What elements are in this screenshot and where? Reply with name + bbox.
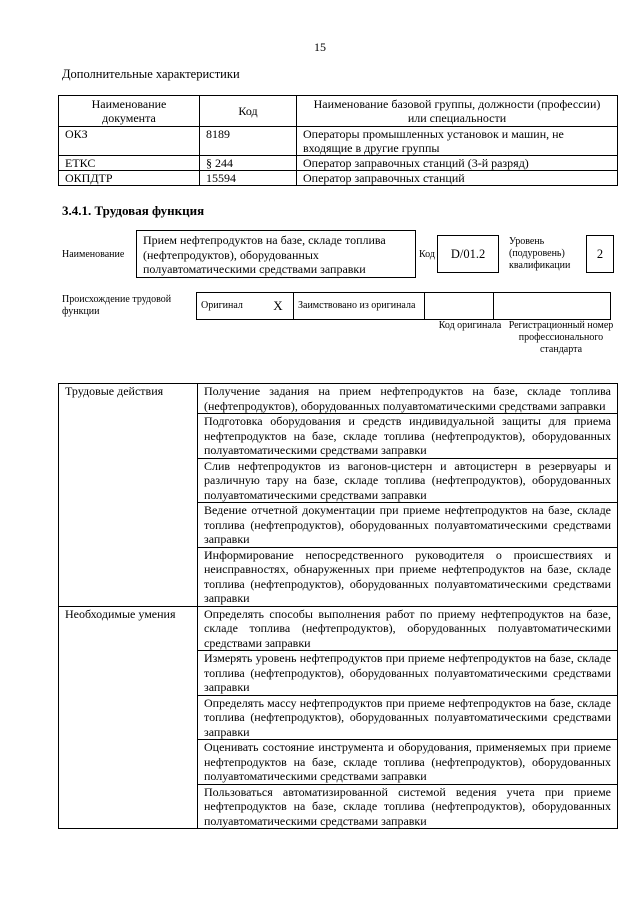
function-heading: 3.4.1. Трудовая функция: [62, 203, 205, 218]
header-doc: Наименование документа: [59, 96, 200, 127]
table-row: [59, 606, 618, 651]
original-mark: X: [263, 293, 294, 320]
additional-characteristics-title: Дополнительные характеристики: [62, 67, 240, 81]
row-code: 8189: [200, 127, 297, 156]
labor-action-item: Подготовка оборудования и средств индивидуальной защиты для приема нефтепродуктов на базе, складе топлива (нефтепродуктов), оборудованных полуавтоматическими средствами заправки: [198, 414, 618, 459]
function-code-value: D/01.2: [437, 235, 499, 273]
labor-action-item: Ведение отчетной документации при приеме нефтепродуктов на базе, складе топлива (нефтепродуктов), оборудованных полуавтоматическими средствами заправки: [198, 503, 618, 548]
row-name: Операторы промышленных установок и машин, не входящие в другие группы: [297, 127, 618, 156]
code-original-cell: [425, 293, 494, 320]
table-row: [59, 171, 618, 186]
qualification-level-value: 2: [586, 235, 614, 273]
function-name-label: Наименование: [62, 249, 125, 260]
function-code-label: Код: [419, 249, 435, 260]
labor-action-item: Информирование непосредственного руководителя о происшествиях и неисправностях, обнаруженных при приеме нефтепродуктов на базе, складе топлива (нефтепродуктов), оборудованных полуавтоматическими средствами заправки: [198, 547, 618, 606]
row-doc: ОКПДТР: [59, 171, 200, 186]
origin-table: [196, 292, 611, 320]
table-row: [59, 156, 618, 171]
labor-action-item: Получение задания на прием нефтепродуктов на базе, складе топлива (нефтепродуктов), оборудованных полуавтоматическими средствами заправки: [198, 384, 618, 414]
qualification-level-label: Уровень (подуровень) квалификации: [509, 236, 571, 271]
original-label: Оригинал: [197, 293, 264, 320]
labor-function-details-table: [58, 383, 618, 829]
row-code: § 244: [200, 156, 297, 171]
labor-action-item: Слив нефтепродуктов из вагонов-цистерн и автоцистерн в резервуары и различную тару на базе, складе топлива (нефтепродуктов), оборудованных полуавтоматическими средствами заправки: [198, 458, 618, 503]
row-name: Оператор заправочных станций: [297, 171, 618, 186]
table-header-row: [59, 96, 618, 127]
header-code: Код: [200, 96, 297, 127]
skill-item: Измерять уровень нефтепродуктов при приеме нефтепродуктов на базе, складе топлива (нефтепродуктов), оборудованных полуавтоматическими средствами заправки: [198, 651, 618, 696]
code-original-caption: Код оригинала: [438, 320, 502, 331]
reg-number-cell: [494, 293, 611, 320]
labor-actions-label: Трудовые действия: [59, 384, 198, 607]
row-code: 15594: [200, 171, 297, 186]
header-group: Наименование базовой группы, должности (профессии) или специальности: [297, 96, 618, 127]
required-skills-label: Необходимые умения: [59, 606, 198, 829]
table-row: [59, 384, 618, 414]
additional-characteristics-table: [58, 95, 618, 186]
skill-item: Пользоваться автоматизированной системой ведения учета при приеме нефтепродуктов на базе, складе топлива (нефтепродуктов), оборудованных полуавтоматическими средствами заправки: [198, 784, 618, 829]
page-number: 15: [314, 40, 326, 54]
table-row: [59, 127, 618, 156]
row-name: Оператор заправочных станций (3-й разряд): [297, 156, 618, 171]
skill-item: Определять способы выполнения работ по приему нефтепродуктов на базе, складе топлива (нефтепродуктов), оборудованных полуавтоматическими средствами заправки: [198, 606, 618, 651]
row-doc: ЕТКС: [59, 156, 200, 171]
origin-label: Происхождение трудовой функции: [62, 294, 172, 317]
reg-number-caption: Регистрационный номер профессионального стандарта: [508, 320, 614, 355]
function-name-value: Прием нефтепродуктов на базе, складе топлива (нефтепродуктов), оборудованных полуавтоматическими средствами заправки: [136, 230, 416, 278]
skill-item: Оценивать состояние инструмента и оборудования, применяемых при приеме нефтепродуктов на базе, складе топлива (нефтепродуктов), оборудованных полуавтоматическими средствами заправки: [198, 740, 618, 785]
row-doc: ОКЗ: [59, 127, 200, 156]
skill-item: Определять массу нефтепродуктов при приеме нефтепродуктов на базе, складе топлива (нефтепродуктов), оборудованных полуавтоматическими средствами заправки: [198, 695, 618, 740]
borrowed-label: Заимствовано из оригинала: [294, 293, 425, 320]
